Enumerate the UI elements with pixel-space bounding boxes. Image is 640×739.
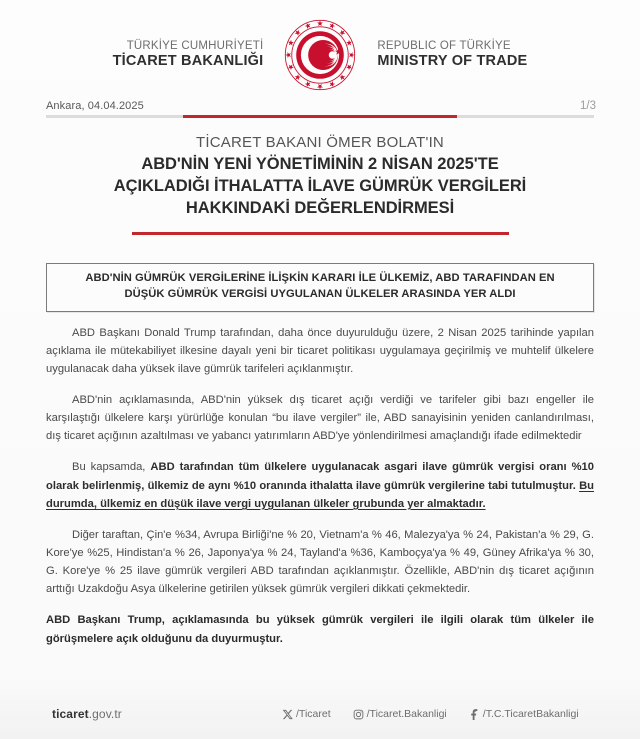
social-link-instagram[interactable] [353, 708, 447, 720]
subtitle-line-1: ABD'NİN GÜMRÜK VERGİLERİNE İLİŞKİN KARARI İLE ÜLKEMİZ, ABD TARAFINDAN EN [85, 271, 555, 284]
footer-website-bold: ticaret [52, 707, 89, 721]
social-handle-instagram: /Ticaret.Bakanligi [366, 708, 447, 720]
social-link-x[interactable] [282, 708, 331, 720]
social-handle-x: /Ticaret [296, 708, 331, 720]
brand-turkish [113, 39, 282, 71]
subtitle-line-2: DÜŞÜK GÜMRÜK VERGİSİ UYGULANAN ÜLKELER ARASINDA YER ALDI [124, 287, 516, 300]
paragraph-3 [46, 458, 594, 512]
paragraph-3-lead: Bu kapsamda, [72, 461, 151, 474]
document-footer [0, 689, 640, 739]
paragraph-5: ABD Başkanı Trump, açıklamasında bu yüksek gümrük vergileri ile ilgili olarak tüm ülkeler ile görüşmelere açık olduğunu da duyurmuştur. [46, 614, 594, 645]
paragraph-3-underlined: Bu durumda, ülkemiz en düşük ilave vergi uygulanan ülkeler grubunda yer almaktadır. [46, 479, 594, 510]
document-date: Ankara, 04.04.2025 [46, 100, 144, 112]
highlight-subtitle-box [46, 263, 594, 312]
header-divider [46, 115, 594, 118]
brand-english-line1: REPUBLIC OF TÜRKİYE [377, 40, 511, 53]
footer-website-rest: .gov.tr [88, 707, 122, 721]
page-title [0, 134, 640, 235]
social-link-facebook[interactable] [469, 708, 579, 720]
title-underline-accent [132, 232, 509, 235]
turkish-ministry-emblem [281, 16, 359, 94]
date-and-page-row [0, 94, 640, 112]
brand-english-line2: MINISTRY OF TRADE [377, 53, 528, 70]
title-line-1: ABD'NİN YENİ YÖNETİMİNİN 2 NİSAN 2025'TE [141, 155, 499, 173]
instagram-icon [353, 709, 364, 720]
footer-website[interactable] [52, 707, 122, 721]
facebook-icon [469, 709, 480, 720]
title-line-2: AÇIKLADIĞI İTHALATTA İLAVE GÜMRÜK VERGİLERİ [113, 176, 527, 195]
paragraph-1: ABD Başkanı Donald Trump tarafından, daha önce duyurulduğu üzere, 2 Nisan 2025 tarihinde yapılan açıklama ile mütekabiliyet ilkesine dayalı yeni bir ticaret politikası uygulamaya geçirilmiş ve muhtelif ülkelere uygulanacak daha yüksek ilave gümrük tarifeleri açıklanmıştır. [46, 326, 594, 375]
social-handle-facebook: /T.C.TicaretBakanligi [482, 708, 579, 720]
brand-english [359, 39, 527, 71]
paragraph-3-bold: ABD tarafından tüm ülkelere uygulanacak asgari ilave gümrük vergisi oranı %10 olarak belirlenmiş, ülkemiz de aynı %10 oranında ithalatta ilave gümrük vergilerine tabi tutulmuştur. [46, 461, 594, 492]
document-header [0, 0, 640, 94]
article-body [46, 324, 594, 648]
page-indicator: 1/3 [580, 100, 596, 112]
title-kicker: TİCARET BAKANI ÖMER BOLAT'IN [196, 134, 444, 151]
brand-turkish-line1: TÜRKİYE CUMHURİYETİ [126, 40, 264, 53]
header-divider-accent [183, 115, 457, 118]
paragraph-2: ABD'nin açıklamasında, ABD'nin yüksek dış ticaret açığı verdiği ve tarifeler gibi bazı engeller ile karşılaştığı ülkelere karşı yürürlüğe konulan “bu ilave vergiler” ile, ABD sanayisinin yeniden canlandırılması, dış ticaret açığının azaltılması ve yabancı yatırımların ABD'ye yönlendirilmesi amaçlandığı ifade edilmektedir [46, 394, 594, 443]
paragraph-4-tariff-list: Diğer taraftan, Çin'e %34, Avrupa Birliği'ne % 20, Vietnam'a % 46, Malezya'ya % 24, Pakistan'a % 29, G. Kore'ye %25, Hindistan'a % 26, Japonya'ya % 24, Tayland'a %36, Kamboçya'ya % 49, Güney Afrika'ya % 30, G. Kore'ye % 25 ilave gümrük vergileri ABD tarafından açıklanmıştır. Özellikle, ABD'nin dış ticaret açığının arttığı Uzakdoğu Asya ülkelerine getirilen yüksek gümrük vergileri dikkati çekmektedir. [46, 528, 594, 596]
x-twitter-icon [282, 709, 293, 720]
brand-turkish-line2: TİCARET BAKANLIĞI [112, 53, 264, 70]
title-line-3: HAKKINDAKİ DEĞERLENDİRMESİ [185, 198, 455, 217]
footer-social-links [282, 708, 579, 720]
